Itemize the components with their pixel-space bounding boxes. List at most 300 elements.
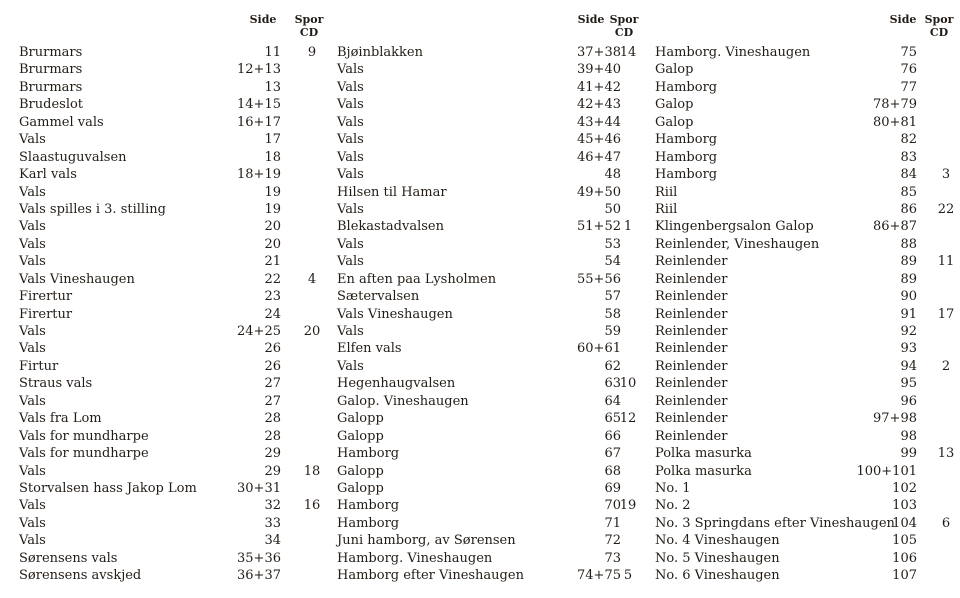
- entry-title: Hamborg: [655, 79, 718, 95]
- page-number: 19: [264, 201, 281, 217]
- cd-track: 6: [941, 515, 951, 531]
- page-number: 46+47: [577, 149, 621, 165]
- index-entry: [640, 480, 960, 497]
- index-entry: [0, 236, 340, 253]
- index-entry: [322, 375, 647, 392]
- cd-track: 18: [303, 463, 321, 479]
- entry-title: Vals: [337, 236, 364, 252]
- entry-title: Reinlender: [655, 271, 728, 287]
- entry-title: Vals: [19, 219, 46, 235]
- index-entry: [322, 358, 647, 375]
- cd-track: 16: [303, 498, 321, 514]
- page-number: 14+15: [237, 97, 281, 113]
- index-entry: [322, 532, 647, 549]
- index-entry: [640, 428, 960, 445]
- page-number: 49+50: [577, 184, 621, 200]
- page-number: 22: [264, 271, 281, 287]
- entry-title: Gammel vals: [19, 114, 104, 130]
- index-entry: [640, 445, 960, 462]
- index-entry: [322, 428, 647, 445]
- entry-title: Vals for mundharpe: [19, 446, 149, 462]
- index-entry: [322, 79, 647, 96]
- index-entry: [640, 306, 960, 323]
- page-number: 76: [900, 62, 917, 78]
- index-entry: [640, 358, 960, 375]
- page-number: 94: [900, 358, 917, 374]
- page-number: 20: [264, 236, 281, 252]
- index-entry: [322, 44, 647, 61]
- entry-title: Galopp: [337, 480, 384, 496]
- entry-title: Hilsen til Hamar: [337, 184, 447, 200]
- entry-title: Vals: [19, 184, 46, 200]
- index-entry: [322, 166, 647, 183]
- page-number: 28: [264, 411, 281, 427]
- entry-title: Hegenhaugvalsen: [337, 376, 456, 392]
- page-number: 105: [892, 533, 917, 549]
- entry-title: Vals: [19, 463, 46, 479]
- entry-title: Blekastadvalsen: [337, 219, 444, 235]
- page-number: 39+40: [577, 62, 621, 78]
- entry-title: Vals for mundharpe: [19, 428, 149, 444]
- entry-title: Vals: [19, 533, 46, 549]
- index-entry: [322, 306, 647, 323]
- page-number: 74+75: [577, 568, 621, 584]
- index-entry: [640, 184, 960, 201]
- entry-title: Vals: [337, 358, 364, 374]
- index-column-3: [640, 0, 960, 585]
- index-entry: [322, 218, 647, 235]
- page-number: 35+36: [237, 550, 281, 566]
- entry-title: Vals: [337, 254, 364, 270]
- entry-title: Polka masurka: [655, 463, 752, 479]
- index-entry: [640, 567, 960, 584]
- entry-title: Karl vals: [19, 167, 77, 183]
- entry-title: Galop: [655, 114, 694, 130]
- index-entry: [0, 166, 340, 183]
- index-entry: [322, 410, 647, 427]
- index-entry: [0, 61, 340, 78]
- index-entry: [640, 218, 960, 235]
- page-number: 48: [604, 167, 621, 183]
- entry-title: Vals: [337, 62, 364, 78]
- page-number: 50: [604, 201, 621, 217]
- index-entry: [0, 480, 340, 497]
- entry-title: Straus vals: [19, 376, 93, 392]
- page-number: 69: [604, 480, 621, 496]
- entry-title: Reinlender: [655, 341, 728, 357]
- entry-title: Vals: [337, 201, 364, 217]
- entry-title: Sørensens vals: [19, 550, 118, 566]
- index-entry: [322, 96, 647, 113]
- index-entry: [0, 44, 340, 61]
- entry-title: Reinlender: [655, 254, 728, 270]
- index-entry: [0, 306, 340, 323]
- index-column-2: [322, 0, 647, 585]
- page-number: 70: [604, 498, 621, 514]
- entry-title: Hamborg. Vineshaugen: [337, 550, 493, 566]
- index-entry: [640, 236, 960, 253]
- entry-title: Hamborg: [655, 149, 718, 165]
- page-number: 63: [604, 376, 621, 392]
- entry-title: Vals: [337, 149, 364, 165]
- page-number: 13: [264, 79, 281, 95]
- entry-title: Vals: [19, 254, 46, 270]
- entry-title: Reinlender: [655, 411, 728, 427]
- entry-title: Reinlender: [655, 376, 728, 392]
- entry-title: Juni hamborg, av Sørensen: [337, 533, 516, 549]
- index-entry: [0, 428, 340, 445]
- page-number: 96: [900, 393, 917, 409]
- page-number: 26: [264, 358, 281, 374]
- entry-title: Vals: [19, 132, 46, 148]
- index-entry: [640, 114, 960, 131]
- page-number: 54: [604, 254, 621, 270]
- page-number: 29: [264, 446, 281, 462]
- index-entry: [322, 445, 647, 462]
- cd-track: 4: [307, 271, 317, 287]
- page-number: 99: [900, 446, 917, 462]
- cd-track: 5: [623, 568, 633, 584]
- cd-track: 20: [303, 324, 321, 339]
- entry-title: Reinlender: [655, 428, 728, 444]
- index-entry: [322, 201, 647, 218]
- index-entry: [322, 61, 647, 78]
- page-number: 43+44: [577, 114, 621, 130]
- entry-title: Polka masurka: [655, 446, 752, 462]
- entry-title: Reinlender, Vineshaugen: [655, 236, 820, 252]
- entry-title: Hamborg: [655, 132, 718, 148]
- index-entry: [640, 515, 960, 532]
- entry-title: Storvalsen hass Jakop Lom: [19, 480, 197, 496]
- page-number: 82: [900, 132, 917, 148]
- index-entry: [640, 550, 960, 567]
- page-number: 27: [264, 376, 281, 392]
- entry-title: Vals: [337, 114, 364, 130]
- index-entry: [640, 271, 960, 288]
- index-entry: [322, 253, 647, 270]
- cd-track: 17: [937, 306, 955, 322]
- page-number: 45+46: [577, 132, 621, 148]
- index-column-1: [0, 0, 340, 585]
- page-number: 65: [604, 411, 621, 427]
- cd-track: 9: [307, 45, 317, 60]
- cd-track: 13: [937, 446, 955, 462]
- entry-title: Vals fra Lom: [19, 411, 102, 427]
- page-number: 55+56: [577, 271, 621, 287]
- entry-title: Galopp: [337, 428, 384, 444]
- entry-title: Reinlender: [655, 289, 728, 305]
- page-number: 72: [604, 533, 621, 549]
- index-entry: [322, 340, 647, 357]
- entry-title: Galopp: [337, 411, 384, 427]
- page-number: 41+42: [577, 79, 621, 95]
- entry-title: Vals Vineshaugen: [19, 271, 135, 287]
- page-number: 106: [892, 550, 917, 566]
- page-number: 57: [604, 289, 621, 305]
- page-number: 58: [604, 306, 621, 322]
- index-entry: [640, 532, 960, 549]
- entry-title: Slaastuguvalsen: [19, 149, 127, 165]
- page-number: 42+43: [577, 97, 621, 113]
- index-entry: [0, 340, 340, 357]
- page-number: 66: [604, 428, 621, 444]
- index-entry: [0, 96, 340, 113]
- page-number: 32: [264, 498, 281, 514]
- entry-title: Reinlender: [655, 324, 728, 339]
- index-entry: [322, 480, 647, 497]
- index-entry: [0, 515, 340, 532]
- page-number: 75: [900, 45, 917, 60]
- page-number: 36+37: [237, 568, 281, 584]
- index-entry: [640, 288, 960, 305]
- index-entry: [0, 550, 340, 567]
- page-number: 107: [892, 568, 917, 584]
- entry-title: Vals: [337, 132, 364, 148]
- page-number: 73: [604, 550, 621, 566]
- index-entry: [0, 149, 340, 166]
- index-entry: [322, 515, 647, 532]
- entry-title: Hamborg: [337, 515, 400, 531]
- index-entry: [0, 463, 340, 480]
- index-entry: [640, 375, 960, 392]
- entry-title: Vals: [337, 79, 364, 95]
- index-entry: [640, 44, 960, 61]
- index-entry: [0, 323, 340, 340]
- page-number: 71: [604, 515, 621, 531]
- entry-title: No. 3 Springdans efter Vineshaugen: [655, 515, 895, 531]
- side-header: Side: [249, 13, 277, 26]
- page-number: 64: [604, 393, 621, 409]
- index-entry: [640, 149, 960, 166]
- page-number: 34: [264, 533, 281, 549]
- page-number: 19: [264, 184, 281, 200]
- entry-title: Sørensens avskjed: [19, 568, 142, 584]
- entry-title: Reinlender: [655, 358, 728, 374]
- page-number: 20: [264, 219, 281, 235]
- entry-title: Riil: [655, 201, 678, 217]
- page-number: 51+52: [577, 219, 621, 235]
- spor-cd-header: Spor CD: [294, 13, 324, 39]
- page-number: 12+13: [237, 62, 281, 78]
- entry-title: Hamborg: [337, 446, 400, 462]
- page-number: 29: [264, 463, 281, 479]
- page-number: 17: [264, 132, 281, 148]
- entry-title: Vals: [19, 515, 46, 531]
- entry-title: Vals: [337, 324, 364, 339]
- page-number: 24: [264, 306, 281, 322]
- page-number: 27: [264, 393, 281, 409]
- column-header: [0, 0, 340, 44]
- cd-track: 3: [941, 167, 951, 183]
- entry-title: Brurmars: [19, 45, 83, 60]
- page-number: 90: [900, 289, 917, 305]
- entry-title: No. 2: [655, 498, 691, 514]
- page-number: 95: [900, 376, 917, 392]
- index-entry: [322, 497, 647, 514]
- index-entry: [322, 184, 647, 201]
- page-number: 18+19: [237, 167, 281, 183]
- index-entry: [322, 393, 647, 410]
- entry-title: Galop. Vineshaugen: [337, 393, 469, 409]
- page-number: 89: [900, 271, 917, 287]
- page-number: 21: [264, 254, 281, 270]
- entry-title: Firertur: [19, 289, 73, 305]
- entry-title: Sætervalsen: [337, 289, 420, 305]
- index-entry: [640, 131, 960, 148]
- page-number: 97+98: [873, 411, 917, 427]
- entry-title: Elfen vals: [337, 341, 402, 357]
- entry-title: Hamborg: [337, 498, 400, 514]
- page-number: 59: [604, 324, 621, 339]
- index-entry: [640, 96, 960, 113]
- index-entry: [0, 497, 340, 514]
- page-number: 28: [264, 428, 281, 444]
- entry-title: Vals: [19, 393, 46, 409]
- index-entry: [0, 375, 340, 392]
- index-entry: [640, 323, 960, 340]
- entry-title: Brurmars: [19, 79, 83, 95]
- page-number: 23: [264, 289, 281, 305]
- entry-title: Reinlender: [655, 306, 728, 322]
- column-header: [640, 0, 960, 44]
- index-entry: [0, 358, 340, 375]
- index-entry: [322, 271, 647, 288]
- page-number: 68: [604, 463, 621, 479]
- entry-title: No. 5 Vineshaugen: [655, 550, 780, 566]
- entry-title: No. 4 Vineshaugen: [655, 533, 780, 549]
- entry-title: Firertur: [19, 306, 73, 322]
- page-number: 26: [264, 341, 281, 357]
- entry-title: Hamborg. Vineshaugen: [655, 45, 811, 60]
- index-entry: [0, 201, 340, 218]
- index-entry: [0, 271, 340, 288]
- index-entry: [0, 532, 340, 549]
- page-number: 85: [900, 184, 917, 200]
- cd-track: 1: [623, 219, 633, 235]
- page-number: 86+87: [873, 219, 917, 235]
- entry-title: No. 1: [655, 480, 691, 496]
- index-entry: [322, 149, 647, 166]
- index-entry: [322, 463, 647, 480]
- entry-title: En aften paa Lysholmen: [337, 271, 497, 287]
- entry-title: No. 6 Vineshaugen: [655, 568, 780, 584]
- index-entry: [640, 253, 960, 270]
- page-number: 104: [892, 515, 917, 531]
- index-entry: [640, 497, 960, 514]
- index-entry: [322, 131, 647, 148]
- index-entry: [640, 410, 960, 427]
- index-entry: [322, 323, 647, 340]
- page-number: 53: [604, 236, 621, 252]
- index-entry: [0, 410, 340, 427]
- index-entry: [322, 288, 647, 305]
- index-entry: [0, 218, 340, 235]
- index-entry: [640, 463, 960, 480]
- page-number: 100+101: [856, 463, 917, 479]
- entry-title: Galop: [655, 62, 694, 78]
- page-number: 67: [604, 446, 621, 462]
- entry-title: Vals: [19, 498, 46, 514]
- index-entry: [0, 288, 340, 305]
- page-number: 88: [900, 236, 917, 252]
- index-entry: [0, 114, 340, 131]
- cd-track: 2: [941, 358, 951, 374]
- index-entry: [0, 131, 340, 148]
- page-number: 91: [900, 306, 917, 322]
- entry-title: Vals: [19, 324, 46, 339]
- entry-title: Brurmars: [19, 62, 83, 78]
- entry-title: Galop: [655, 97, 694, 113]
- page-number: 33: [264, 515, 281, 531]
- page-number: 18: [264, 149, 281, 165]
- index-entry: [640, 79, 960, 96]
- page-number: 11: [264, 45, 281, 60]
- page-number: 24+25: [237, 324, 281, 339]
- entry-title: Hamborg: [655, 167, 718, 183]
- entry-title: Vals: [337, 167, 364, 183]
- index-entry: [322, 567, 647, 584]
- page-number: 60+61: [577, 341, 621, 357]
- index-entry: [322, 236, 647, 253]
- index-entry: [0, 79, 340, 96]
- side-header: Side: [889, 13, 917, 26]
- page-number: 30+31: [237, 480, 281, 496]
- entry-title: Galopp: [337, 463, 384, 479]
- spor-cd-header: Spor CD: [609, 13, 639, 39]
- entry-title: Riil: [655, 184, 678, 200]
- column-header: [322, 0, 647, 44]
- index-entry: [640, 166, 960, 183]
- side-header: Side: [577, 13, 605, 26]
- page-number: 16+17: [237, 114, 281, 130]
- index-entry: [322, 550, 647, 567]
- cd-track: 10: [619, 376, 637, 392]
- cd-track: 14: [619, 45, 637, 60]
- entry-title: Vals: [19, 341, 46, 357]
- index-entry: [0, 445, 340, 462]
- cd-track: 12: [619, 411, 637, 427]
- index-entry: [322, 114, 647, 131]
- index-entry: [640, 340, 960, 357]
- page-number: 89: [900, 254, 917, 270]
- page-number: 103: [892, 498, 917, 514]
- index-entry: [640, 61, 960, 78]
- page-number: 77: [900, 79, 917, 95]
- page-number: 98: [900, 428, 917, 444]
- entry-title: Vals spilles i 3. stilling: [19, 201, 166, 217]
- index-entry: [640, 393, 960, 410]
- entry-title: Brudeslot: [19, 97, 84, 113]
- page-number: 78+79: [873, 97, 917, 113]
- page-number: 62: [604, 358, 621, 374]
- entry-title: Hamborg efter Vineshaugen: [337, 568, 524, 584]
- spor-cd-header: Spor CD: [924, 13, 954, 39]
- index-entry: [0, 393, 340, 410]
- entry-title: Bjøinblakken: [337, 45, 423, 60]
- page-number: 84: [900, 167, 917, 183]
- entry-title: Vals: [19, 236, 46, 252]
- cd-track: 22: [937, 201, 955, 217]
- entry-title: Vals: [337, 97, 364, 113]
- index-entry: [640, 201, 960, 218]
- index-entry: [0, 253, 340, 270]
- entry-title: Reinlender: [655, 393, 728, 409]
- page-number: 86: [900, 201, 917, 217]
- page-number: 80+81: [873, 114, 917, 130]
- page-number: 37+38: [577, 45, 621, 60]
- page-number: 92: [900, 324, 917, 339]
- entry-title: Klingenbergsalon Galop: [655, 219, 814, 235]
